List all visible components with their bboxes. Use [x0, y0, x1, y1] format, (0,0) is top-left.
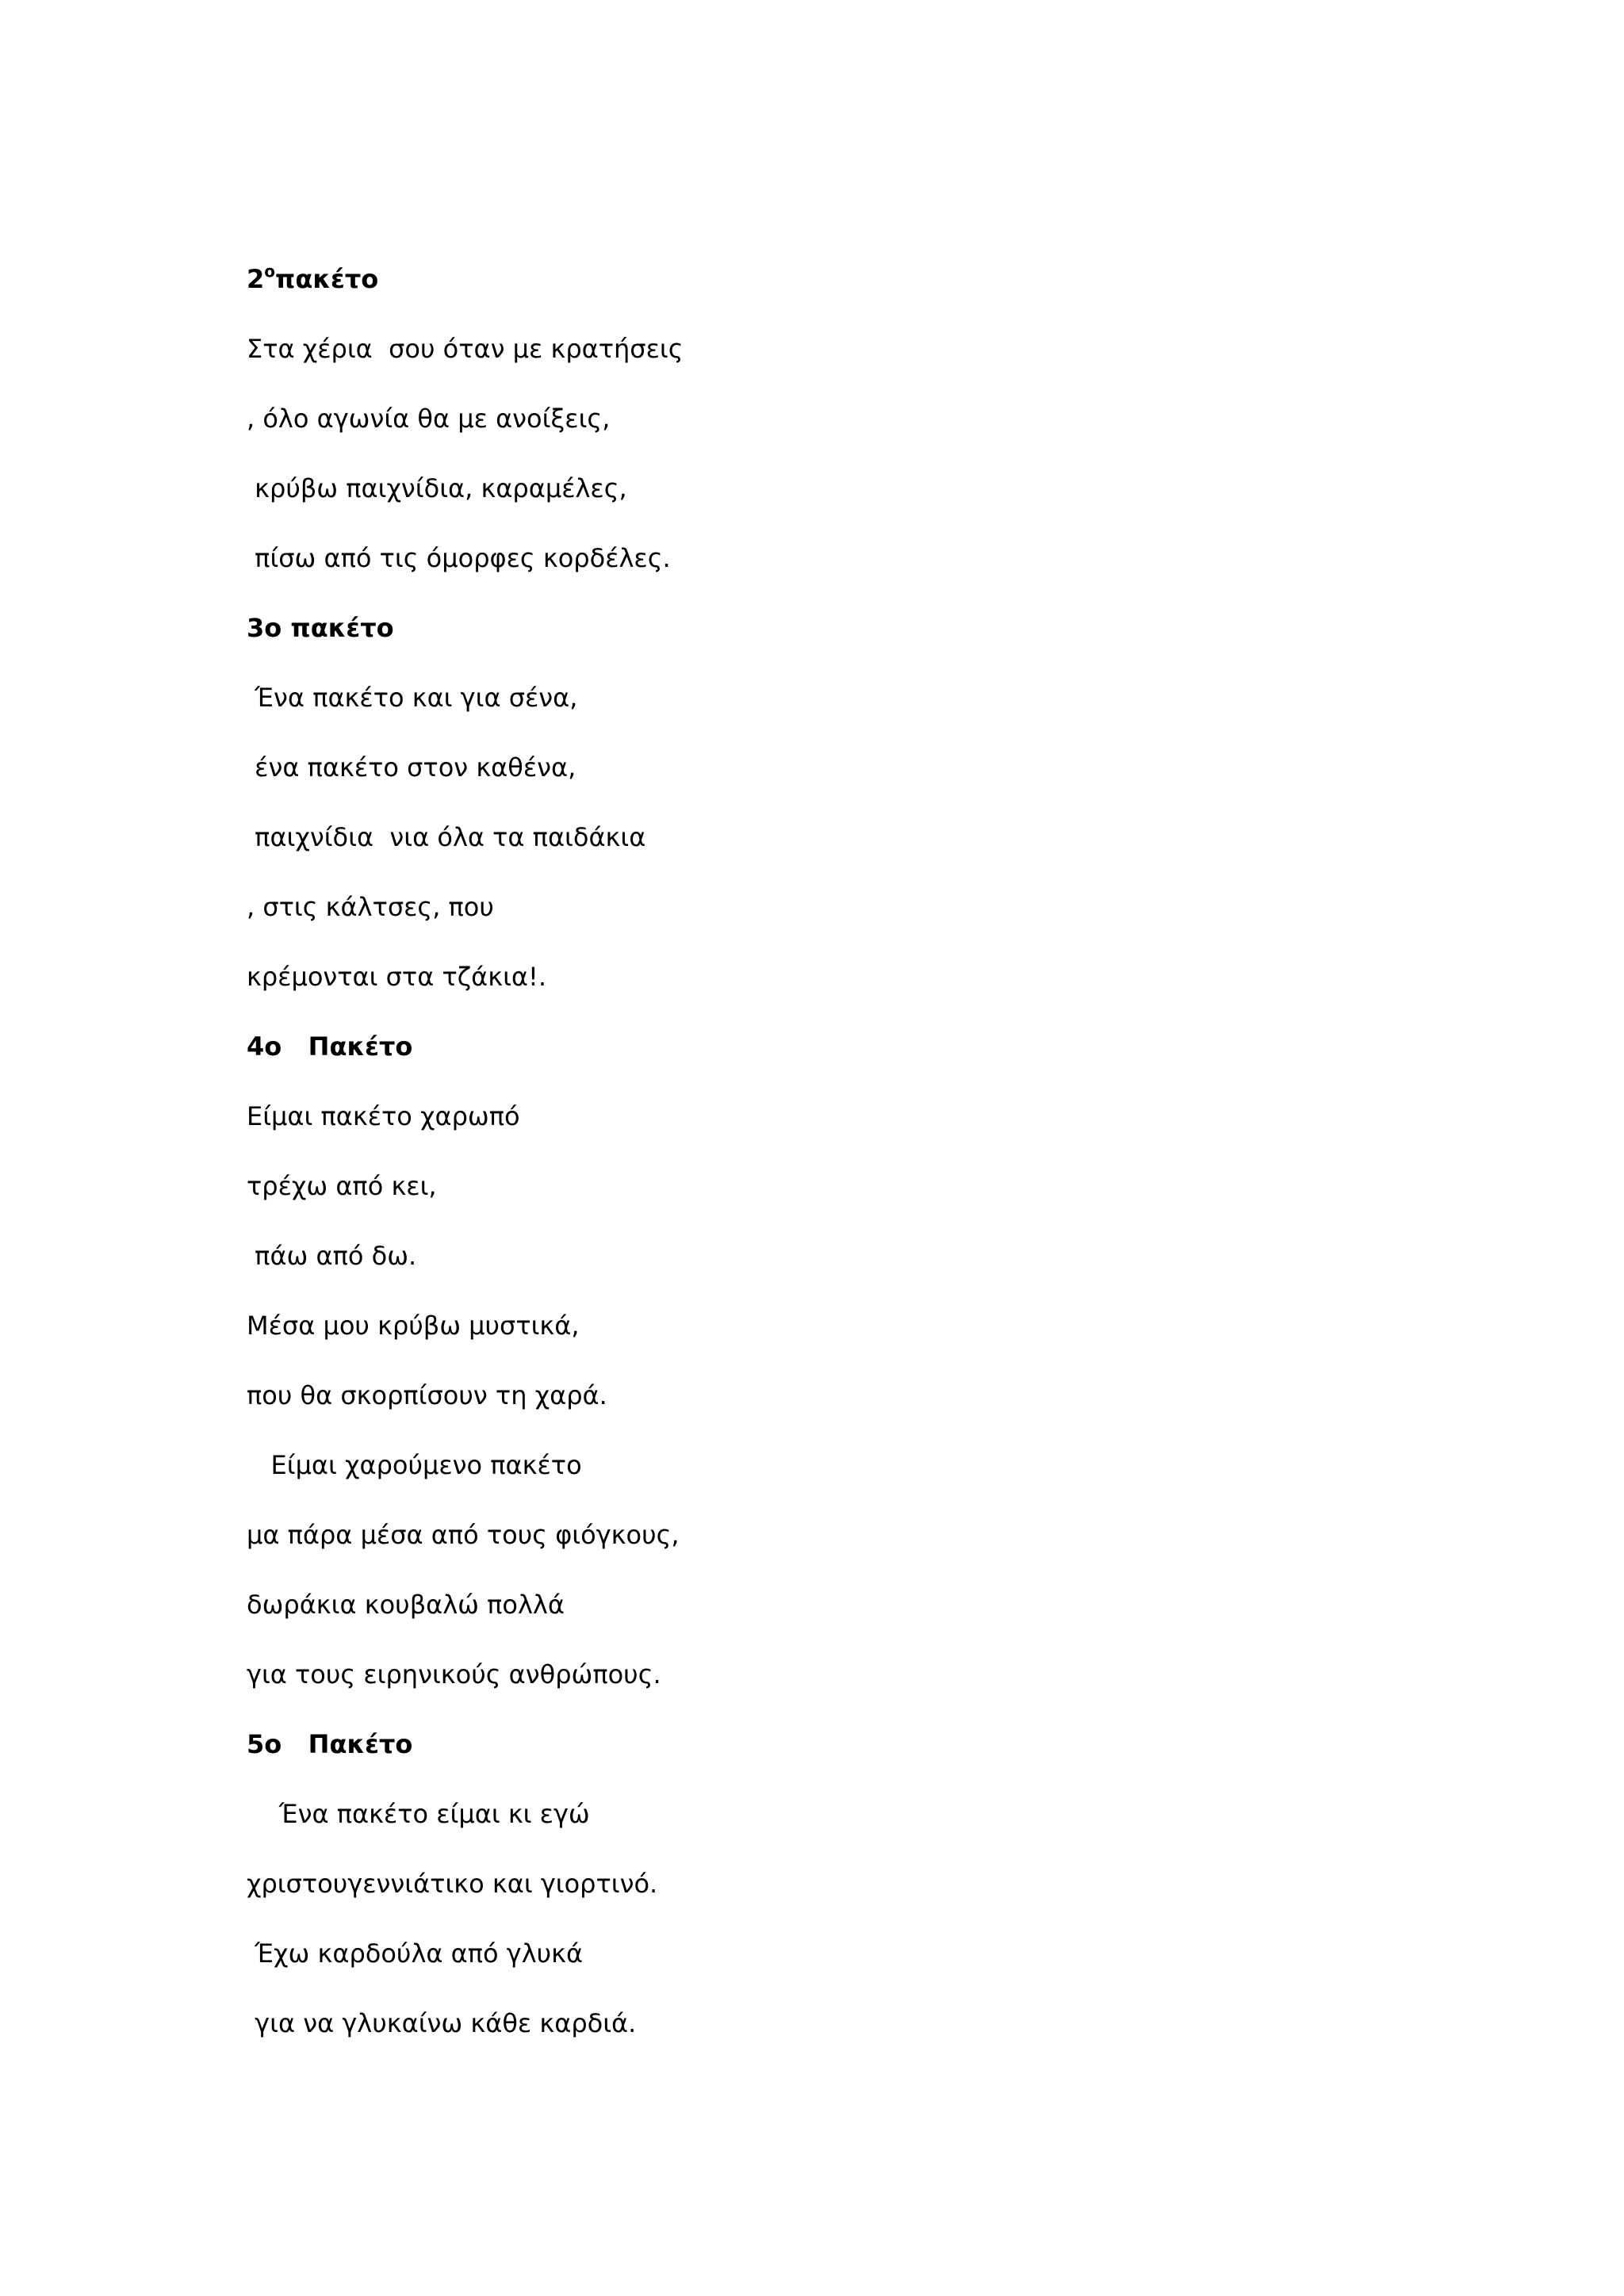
poem-body [247, 263, 1436, 2077]
verse-line: κρέμονται στα τζάκια!. [247, 962, 546, 992]
verse-line: δωράκια κουβαλώ πολλά [247, 1590, 565, 1620]
verse-line: παιχνίδια νια όλα τα παιδάκια [247, 822, 646, 852]
heading-label: πακέτο [275, 264, 379, 294]
ordinal-marker: ο [264, 262, 276, 281]
verse-line: , στις κάλτσες, που [247, 892, 494, 922]
verse-line: Είμαι χαρούμενο πακέτο [247, 1450, 582, 1480]
verse-line: Είμαι πακέτο χαρωπό [247, 1101, 520, 1131]
section-heading-2 [247, 263, 1436, 295]
verse-line: Στα χέρια σου όταν με κρατήσεις [247, 334, 684, 364]
verse-line: , όλο αγωνία θα με ανοίξεις, [247, 404, 611, 434]
section-heading-5: 5ο Πακέτο [247, 1729, 413, 1759]
section-heading-4: 4ο Πακέτο [247, 1031, 413, 1062]
verse-line: ένα πακέτο στον καθένα, [247, 752, 576, 783]
verse-line: Ένα πακέτο και για σένα, [247, 683, 578, 713]
verse-line: πίσω από τις όμορφες κορδέλες. [247, 543, 671, 573]
verse-line: χριστουγεννιάτικο και γιορτινό. [247, 1869, 658, 1899]
verse-line: Μέσα μου κρύβω μυστικά, [247, 1311, 580, 1341]
verse-line: πάω από δω. [247, 1241, 417, 1271]
verse-line: τρέχω από κει, [247, 1171, 437, 1201]
verse-line: που θα σκορπίσουν τη χαρά. [247, 1380, 607, 1410]
verse-line: για να γλυκαίνω κάθε καρδιά. [247, 2008, 637, 2038]
section-heading-3: 3ο πακέτο [247, 613, 394, 643]
verse-line: κρύβω παιχνίδια, καραμέλες, [247, 473, 627, 503]
verse-line: Έχω καρδούλα από γλυκά [247, 1938, 584, 1969]
verse-line: Ένα πακέτο είμαι κι εγώ [247, 1799, 590, 1829]
heading-number: 2 [247, 264, 265, 294]
verse-line: για τους ειρηνικούς ανθρώπους. [247, 1659, 661, 1689]
verse-line: μα πάρα μέσα από τους φιόγκους, [247, 1520, 680, 1550]
